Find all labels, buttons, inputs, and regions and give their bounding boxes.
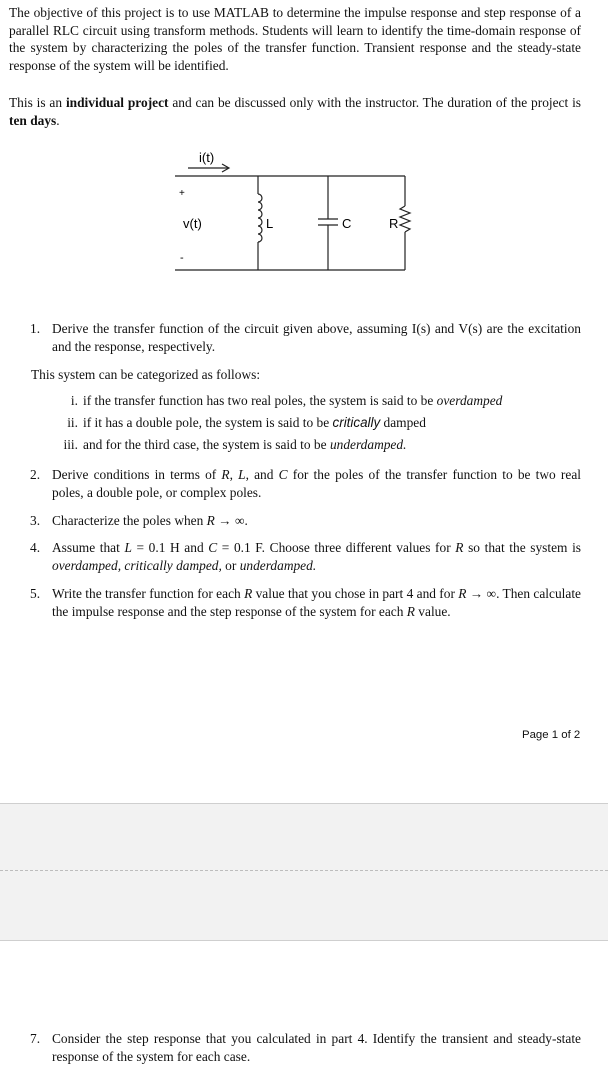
page-break-divider [0,870,608,871]
list-item-5: 5. Write the transfer function for each R value that you chose in part 4 and for R → ∞. Then calculate the impulse response and the step response of the system for each R value. [30,586,581,619]
plus-sign: + [179,188,185,199]
current-label: i(t) [199,150,215,165]
list-item-3: 3. Characterize the poles when R → ∞. [30,513,248,528]
list-item-4: 4. Assume that L = 0.1 H and C = 0.1 F. Choose three different values for R so that the system is overdamped, critically damped, or underdamped. [30,540,581,573]
voltage-label: v(t) [183,216,202,231]
rlc-circuit-diagram [0,0,608,300]
list-item-7: 7. Consider the step response that you calculated in part 4. Identify the transient and steady-state response of the system for each case. [30,1031,581,1064]
page-number: Page 1 of 2 [522,729,581,741]
resistor-label: R [389,216,399,231]
list-item-2: 2. Derive conditions in terms of R, L, and C for the poles of the transfer function to be two real poles, a double pole, or complex poles. [30,467,581,500]
minus-sign: - [180,252,184,264]
case-iii: iii. and for the third case, the system is said to be underdamped. [63,437,407,452]
capacitor-label: C [342,216,352,231]
intro-paragraph-1: The objective of this project is to use MATLAB to determine the impulse response and step response of a parallel RLC circuit using transform methods. Students will learn to identify the time-domain response of the system by characterizing the poles of the transfer function. Transient response and the steady-state response of the system will be identified. [9,5,581,73]
intro-paragraph-2: This is an individual project and can be discussed only with the instructor. The duration of the project is ten days. [9,95,581,128]
case-ii: ii. if it has a double pole, the system is said to be critically damped [67,415,426,430]
categorize-intro: This system can be categorized as follows: [31,367,261,382]
bold-ten-days: ten days [9,112,57,128]
list-item-1: 1. Derive the transfer function of the circuit given above, assuming I(s) and V(s) are the excitation and the response, respectively. [30,321,581,354]
page-break [0,803,608,941]
inductor-label: L [266,216,274,231]
bold-individual-project: individual project [65,95,169,110]
case-i: i. if the transfer function has two real poles, the system is said to be overdamped [70,393,503,408]
